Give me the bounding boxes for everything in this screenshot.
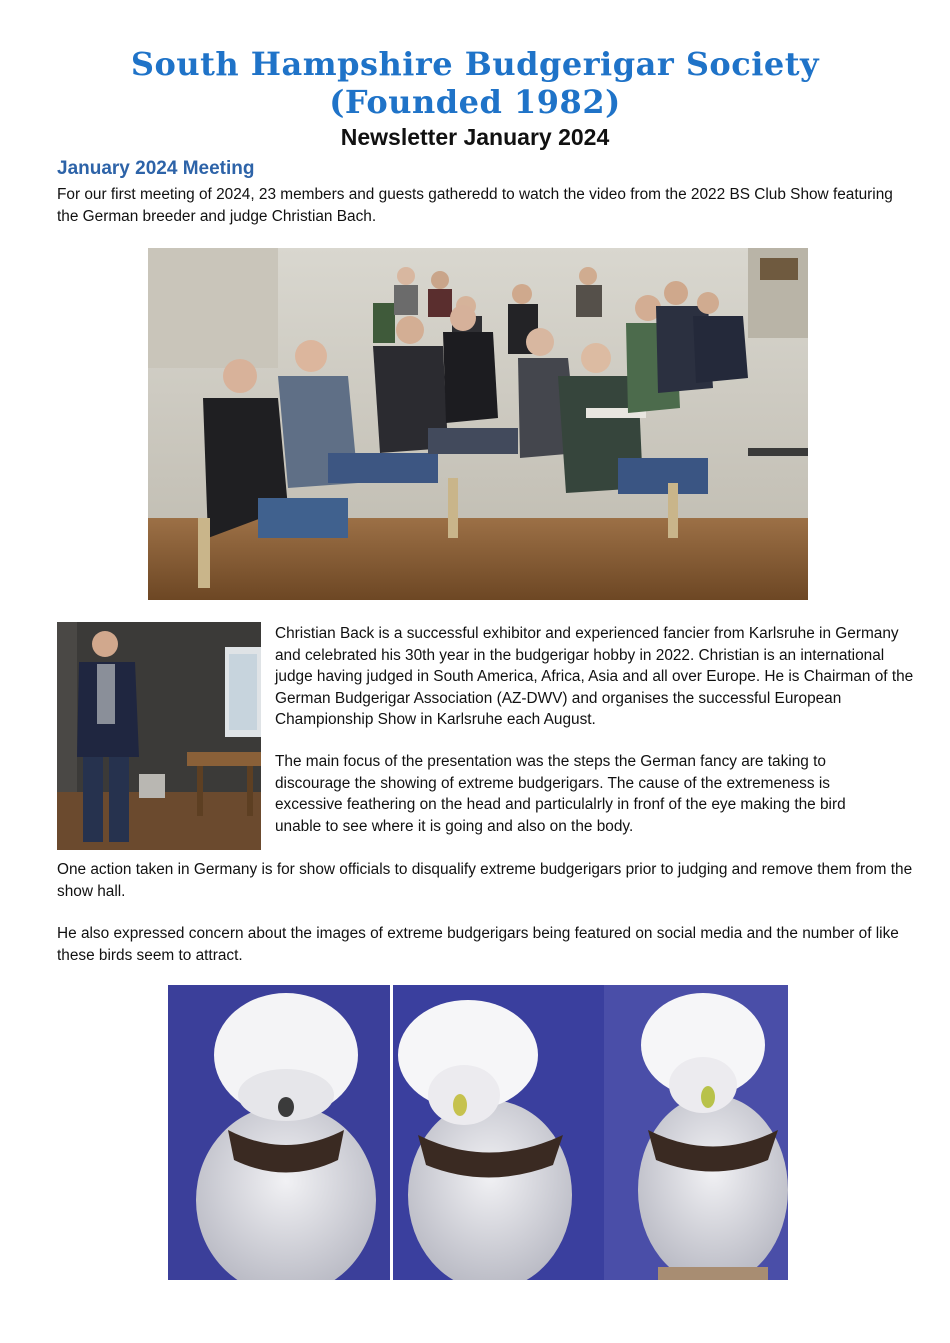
section-heading: January 2024 Meeting — [57, 158, 255, 179]
intro-paragraph: For our first meeting of 2024, 23 members and guests gatheredd to watch the video from the 2022 BS Club Show featuring the German breeder and judge Christian Bach. — [57, 186, 893, 225]
newsletter-title: Newsletter January 2024 — [340, 124, 610, 150]
bio-paragraph: Christian Back is a successful exhibitor and experienced fancier from Karlsruhe in Germany and celebrated his 30th year in the budgerigar hobby in 2022. Christian is an international judge having judged in South America, Africa, Asia and all over Europe. He is Chairman of the German Budgerigar Association (AZ-DWV) and organises the successful European Championship Show in Karlsruhe each August. — [275, 625, 914, 728]
extreme-budgerigars-photo — [168, 985, 788, 1280]
concern-paragraph: He also expressed concern about the images of extreme budgerigars being featured on social media and the number of like these birds seem to attract. — [57, 925, 899, 964]
speaker-photo — [57, 622, 261, 850]
society-title: South Hampshire Budgerigar Society — [130, 45, 820, 83]
meeting-audience-photo — [148, 248, 808, 600]
focus-paragraph: The main focus of the presentation was the steps the German fancy are taking to discourage the showing of extreme budgerigars. The cause of the extremeness is excessive feathering on the head and particulalrly in fronf of the eye making the bird unable to see where it is going and also on the body. — [275, 753, 846, 835]
founded-line: (Founded 1982) — [329, 83, 621, 121]
action-paragraph: One action taken in Germany is for show officials to disqualify extreme budgerigars prior to judging and remove them from the show hall. — [57, 861, 913, 900]
